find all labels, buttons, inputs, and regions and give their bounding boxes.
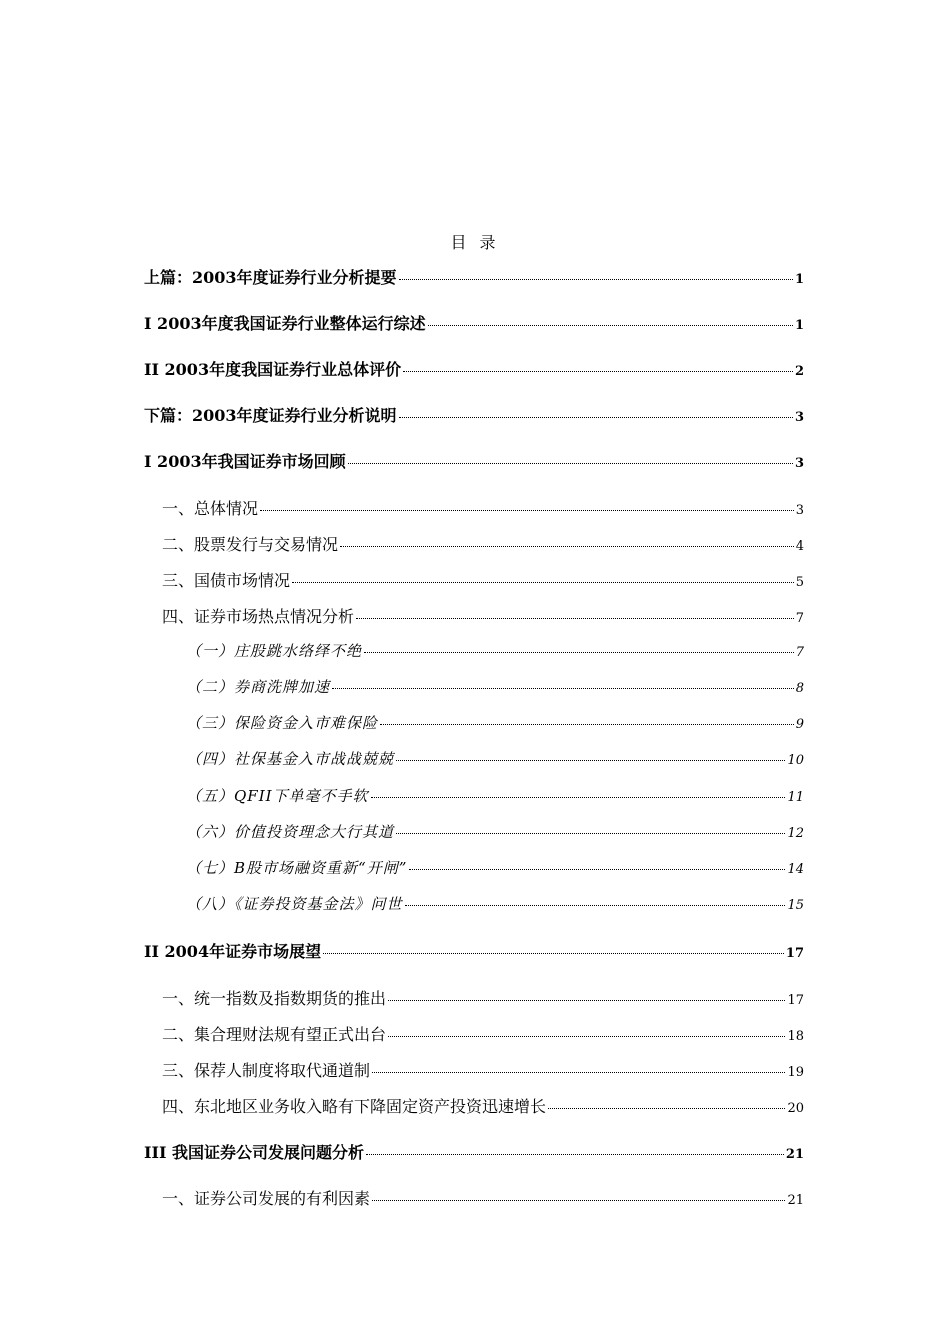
toc-entry[interactable]: [186, 748, 804, 769]
toc-entry[interactable]: [162, 496, 804, 519]
toc-entry[interactable]: [162, 604, 804, 627]
toc-entry[interactable]: [144, 403, 804, 426]
toc-entry-page: 20: [787, 1101, 804, 1116]
toc-entry[interactable]: [186, 785, 804, 806]
dot-leader: [356, 618, 794, 619]
toc-entry-page: 5: [795, 575, 804, 590]
toc-entry-title: （八）《证券投资基金法》问世: [186, 895, 403, 913]
toc-entry-page: 7: [795, 645, 804, 660]
toc-entry-title: （七）B股市场融资重新“开闸”: [186, 859, 408, 877]
toc-entry[interactable]: [186, 857, 804, 878]
dot-leader: [323, 953, 784, 954]
toc-entry[interactable]: [144, 357, 804, 380]
toc-entry-page: 14: [787, 862, 804, 877]
toc-entry[interactable]: [144, 265, 804, 288]
toc-entry-title: （四）社保基金入市战战兢兢: [186, 750, 395, 768]
toc-entry-page: 15: [787, 898, 804, 913]
dot-leader: [388, 1000, 785, 1001]
toc-entry-page: 17: [785, 946, 804, 961]
dot-leader: [405, 905, 786, 906]
toc-entry-page: 2: [794, 364, 804, 379]
toc-entry-title: 一、总体情况: [162, 499, 259, 518]
dot-leader: [292, 582, 794, 583]
toc-entry-page: 12: [787, 826, 804, 841]
toc-entry-title: 一、证券公司发展的有利因素: [162, 1189, 371, 1208]
toc-entry-title: 二、股票发行与交易情况: [162, 535, 339, 554]
dot-leader: [340, 546, 794, 547]
toc-entry-title: I 2003年度我国证券行业整体运行综述: [144, 314, 426, 333]
toc-entry[interactable]: [162, 1186, 804, 1209]
toc-entry-title: II 2003年度我国证券行业总体评价: [144, 360, 402, 379]
dot-leader: [372, 1072, 785, 1073]
dot-leader: [372, 1200, 785, 1201]
toc-entry-page: 10: [787, 753, 804, 768]
dot-leader: [396, 760, 785, 761]
toc-entry-title: II 2004年证券市场展望: [144, 942, 322, 961]
dot-leader: [548, 1108, 785, 1109]
toc-entry[interactable]: [186, 712, 804, 733]
toc-entry-page: 21: [787, 1193, 804, 1208]
toc-entry-title: （三）保险资金入市难保险: [186, 714, 379, 732]
toc-entry-title: 三、国债市场情况: [162, 571, 291, 590]
toc-entry-title: （二）券商洗牌加速: [186, 678, 331, 696]
toc-entry-title: 三、保荐人制度将取代通道制: [162, 1061, 371, 1080]
toc-entry-title: （六）价值投资理念大行其道: [186, 823, 395, 841]
toc-entry[interactable]: [186, 640, 804, 661]
toc-entry[interactable]: [162, 532, 804, 555]
dot-leader: [364, 652, 794, 653]
toc-entry-page: 8: [795, 681, 804, 696]
toc-entry-title: 上篇：2003年度证券行业分析提要: [144, 268, 397, 287]
toc-entry-title: I 2003年我国证券市场回顾: [144, 452, 346, 471]
toc-entry[interactable]: [162, 568, 804, 591]
toc-entry-page: 1: [794, 318, 804, 333]
toc-entry[interactable]: [162, 1022, 804, 1045]
toc-entry-title: 下篇：2003年度证券行业分析说明: [144, 406, 397, 425]
dot-leader: [366, 1154, 784, 1155]
toc-entry[interactable]: [144, 939, 804, 962]
dot-leader: [388, 1036, 785, 1037]
toc-entry-page: 4: [795, 539, 804, 554]
toc-entry[interactable]: [144, 1140, 804, 1163]
toc-entry-page: 11: [787, 790, 804, 805]
toc-entry-title: 二、集合理财法规有望正式出台: [162, 1025, 387, 1044]
dot-leader: [260, 510, 794, 511]
toc-entry[interactable]: [186, 821, 804, 842]
toc-entry-page: 9: [795, 717, 804, 732]
toc-entry[interactable]: [162, 986, 804, 1009]
toc-entry-title: 四、东北地区业务收入略有下降固定资产投资迅速增长: [162, 1097, 547, 1116]
dot-leader: [332, 688, 794, 689]
toc-entry-page: 3: [794, 456, 804, 471]
dot-leader: [428, 325, 793, 326]
toc-entry-page: 21: [785, 1147, 804, 1162]
dot-leader: [399, 279, 793, 280]
dot-leader: [348, 463, 793, 464]
dot-leader: [403, 371, 793, 372]
dot-leader: [380, 724, 794, 725]
toc-entry[interactable]: [144, 311, 804, 334]
dot-leader: [409, 869, 785, 870]
toc-entry[interactable]: [162, 1094, 804, 1117]
toc-entry-page: 1: [794, 272, 804, 287]
toc-entry-page: 3: [795, 503, 804, 518]
toc-entry-title: 一、统一指数及指数期货的推出: [162, 989, 387, 1008]
toc-entry-page: 19: [787, 1065, 804, 1080]
toc-entry[interactable]: [144, 449, 804, 472]
toc-entry[interactable]: [186, 893, 804, 914]
toc-entry-title: （一）庄股跳水络绎不绝: [186, 642, 363, 660]
toc-entry-page: 17: [787, 993, 804, 1008]
toc-entry-page: 18: [787, 1029, 804, 1044]
toc-entry[interactable]: [186, 676, 804, 697]
dot-leader: [371, 797, 786, 798]
toc-entry-page: 3: [794, 410, 804, 425]
toc-entry-page: 7: [795, 611, 804, 626]
toc-entry-title: 四、证券市场热点情况分析: [162, 607, 355, 626]
dot-leader: [396, 833, 785, 834]
toc-entry[interactable]: [162, 1058, 804, 1081]
toc-entry-title: III 我国证券公司发展问题分析: [144, 1143, 365, 1162]
toc-entry-title: （五）QFII下单毫不手软: [186, 787, 369, 805]
dot-leader: [399, 417, 793, 418]
page-title: 目 录: [450, 233, 500, 252]
